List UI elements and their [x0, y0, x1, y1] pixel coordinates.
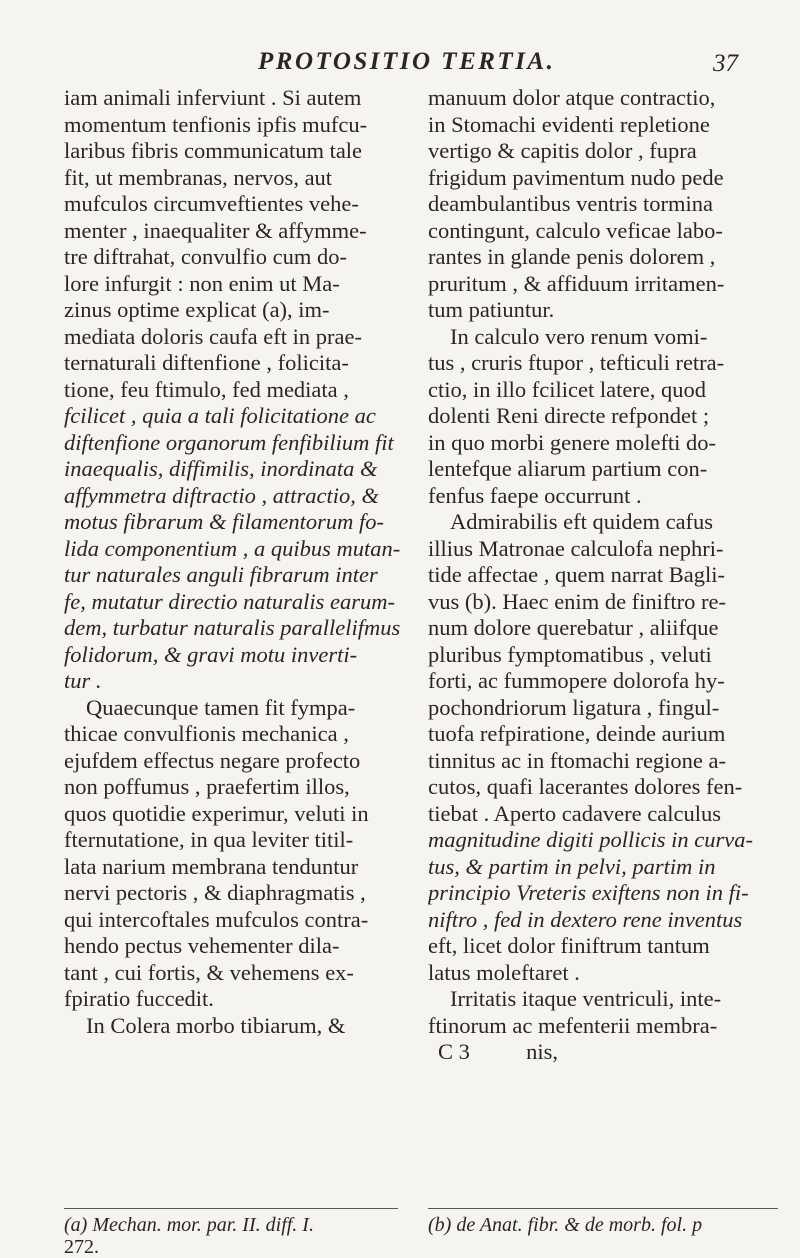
text-line: tre diftrahat, convulfio cum do- [64, 244, 348, 269]
text-line: cutos, quafi lacerantes dolores fen- [428, 774, 743, 799]
text-line: illius Matronae calculofa nephri- [428, 535, 724, 561]
text-line: fenfus faepe occurrunt . [428, 482, 642, 508]
text-line: principio Vreteris exiftens non in fi- [428, 880, 749, 905]
right-column [428, 85, 778, 1066]
text-line: tide affectae , quem narrat Bagli- [428, 562, 725, 587]
text-line: folidorum, & gravi motu inverti- [64, 641, 358, 667]
text-line: mufculos circumveftientes vehe- [64, 191, 359, 216]
text-line: fit, ut membranas, nervos, aut [64, 164, 333, 190]
text-line: fcilicet , quia a tali folicitatione ac [64, 403, 376, 428]
text-line: pruritum , & affiduum irritamen- [428, 270, 725, 296]
paragraph-start: Admirabilis eft quidem cafus [450, 509, 714, 534]
paragraph-start: Quaecunque tamen fit fympa- [86, 694, 356, 720]
left-column [64, 85, 410, 1039]
text-line: deambulantibus ventris tormina [428, 191, 713, 216]
text-line: zinus optime explicat (a), im- [64, 297, 330, 322]
text-line: motus fibrarum & filamentorum fo- [64, 509, 385, 534]
running-title: PROTOSITIO TERTIA. [258, 48, 556, 75]
text-line: manuum dolor atque contractio, [428, 85, 716, 110]
text-line: tione, feu ftimulo, fed mediata , [64, 376, 349, 402]
text-line: num dolore querebatur , aliifque [428, 615, 719, 640]
text-line: fpiratio fuccedit. [64, 986, 214, 1011]
text-line: magnitudine digiti pollicis in curva- [428, 827, 753, 852]
text-line: dem, turbatur naturalis parallelifmus [64, 615, 401, 640]
text-line: lentefque aliarum partium con- [428, 456, 708, 481]
text-line: momentum tenfionis ipfis mufcu- [64, 111, 368, 137]
page-number: 37 [713, 50, 738, 77]
text-line: contingunt, calculo veficae labo- [428, 217, 723, 243]
text-line: iam animali inferviunt . Si autem [64, 85, 362, 110]
text-line: latus moleftaret . [428, 959, 580, 985]
text-line: lore infurgit : non enim ut Ma- [64, 270, 340, 296]
paragraph-start: In Colera morbo tibiarum, & [86, 1012, 346, 1038]
text-line: ternaturali diftenfione , folicita- [64, 350, 349, 375]
text-line: tus, & partim in pelvi, partim in [428, 853, 716, 879]
text-line: rantes in glande penis dolorem , [428, 244, 716, 269]
text-line: ftinorum ac mefenterii membra- [428, 1012, 718, 1038]
footnote-b [428, 1214, 702, 1236]
text-line: affymmetra diftractio , attractio, & [64, 482, 379, 508]
text-line: mediata doloris caufa eft in prae- [64, 323, 362, 349]
text-line: diftenfione organorum fenfibilium fit [64, 429, 394, 455]
text-line: laribus fibris communicatum tale [64, 138, 363, 163]
text-line: quos quotidie experimur, veluti in [64, 800, 369, 826]
paragraph-start: In calculo vero renum vomi- [450, 323, 708, 349]
signature-and-catchword: C 3 nis, [438, 1039, 559, 1064]
footnote-a-text: (a) Mechan. mor. par. II. diff. I. [64, 1214, 314, 1236]
text-line: non poffumus , praefertim illos, [64, 774, 350, 799]
text-line: pluribus fymptomatibus , veluti [428, 641, 712, 667]
text-line: dolenti Reni directe refpondet ; [428, 403, 710, 428]
footnote-rule-left [64, 1208, 398, 1209]
text-line: forti, ac fummopere dolorofa hy- [428, 668, 725, 693]
text-line: tur . [64, 668, 102, 693]
footnote-rule-right [428, 1208, 778, 1209]
text-line: ctio, in illo fcilicet latere, quod [428, 376, 707, 402]
text-line: vertigo & capitis dolor , fupra [428, 138, 697, 163]
text-line: eft, licet dolor finiftrum tantum [428, 933, 710, 958]
text-line: tuofa refpiratione, deinde aurium [428, 721, 726, 746]
text-line: hendo pectus vehementer dila- [64, 933, 340, 958]
text-line: tiebat . Aperto cadavere calculus [428, 800, 721, 826]
text-line: in quo morbi genere molefti do- [428, 429, 717, 455]
text-line: tant , cui fortis, & vehemens ex- [64, 959, 354, 985]
text-line: in Stomachi evidenti repletione [428, 111, 710, 137]
text-line: inaequalis, diffimilis, inordinata & [64, 456, 378, 481]
text-line: lida componentium , a quibus mutan- [64, 535, 401, 561]
text-line: pochondriorum ligatura , fingul- [428, 694, 720, 720]
text-line: frigidum pavimentum nudo pede [428, 164, 724, 190]
text-line: ejufdem effectus negare profecto [64, 747, 361, 773]
text-line: lata narium membrana tenduntur [64, 853, 359, 879]
text-line: niftro , fed in dextero rene inventus [428, 906, 743, 932]
footnote-a [64, 1214, 314, 1258]
footnote-b-text: (b) de Anat. fibr. & de morb. fol. p [428, 1214, 703, 1236]
running-head [0, 48, 800, 88]
text-line: thicae convulfionis mechanica , [64, 721, 349, 746]
text-line: tur naturales anguli fibrarum inter [64, 562, 378, 587]
footnote-a-page: 272. [64, 1236, 99, 1258]
text-line: qui intercoftales mufculos contra- [64, 906, 369, 932]
text-line: fternutatione, in qua leviter titil- [64, 827, 354, 852]
paragraph-start: Irritatis itaque ventriculi, inte- [450, 986, 722, 1011]
text-line: fe, mutatur directio naturalis earum- [64, 588, 396, 614]
text-line: vus (b). Haec enim de finiftro re- [428, 588, 727, 614]
text-line: tum patiuntur. [428, 297, 555, 322]
text-line: tinnitus ac in ftomachi regione a- [428, 747, 727, 773]
text-line: menter , inaequaliter & affymme- [64, 217, 367, 243]
text-line: tus , cruris ftupor , tefticuli retra- [428, 350, 725, 375]
text-line: nervi pectoris , & diaphragmatis , [64, 880, 366, 905]
